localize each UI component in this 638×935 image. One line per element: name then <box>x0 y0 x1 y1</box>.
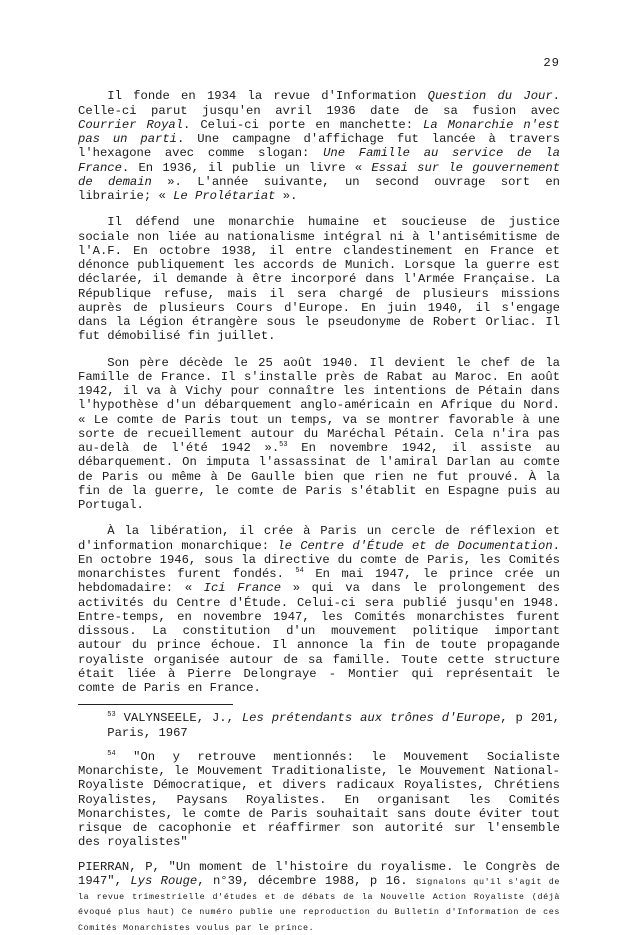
italic-text: Une Famille au service de la France <box>78 146 560 175</box>
italic-text: La Monarchie n'est pas un parti <box>78 117 560 146</box>
text-run: . Celle-ci parut jusqu'en avril 1936 date de sa fusion avec <box>78 89 560 118</box>
italic-text: Ici France <box>203 581 282 596</box>
paragraph <box>78 215 560 343</box>
italic-text: Les prétendants aux trônes d'Europe <box>241 711 501 726</box>
paragraph <box>78 356 560 513</box>
footnote-reference: 54 <box>107 749 116 758</box>
text-run: Il défend une monarchie humaine et soucieuse de justice sociale non liée au nationalisme intégral ni à l'antisémitisme de l'A.F. En octobre 1938, il entre clandestinement en France et dénonce publiquement les accords de Munich. Lorsque la guerre est déclarée, il demande à être incorporé dans l'Armée Française. La République refuse, mais il sera chargé de plusieurs missions auprès de plusieurs Cours d'Europe. En juin 1940, il s'engage dans la Légion étrangère sous le pseudonyme de Robert Orliac. Il fut démobilisé fin juillet. <box>78 215 560 344</box>
text-run: » qui va dans le prolongement des activités du Centre d'Étude. Celui-ci sera publié jusqu'en 1948. Entre-temps, en novembre 1947, les Comités monarchistes furent dissous. La constitution d'un mouvement politique important autour du prince échoue. Il annonce la fin de toute propagande royaliste organisée autour de sa famille. Toute cette structure était liée à Pierre Delongraye - Montier qui représentait le comte de Paris en France. <box>78 581 560 695</box>
italic-text: Essai sur le gouvernement de demain <box>78 160 561 189</box>
text-run: PIERRAN, P, "Un moment de l'histoire du royalisme. le Congrès de 1947", <box>78 859 560 888</box>
text-run: En novembre 1942, il assiste au débarquement. On imputa l'assassinat de l'amiral Darlan au comte de Paris ou même à De Gaulle bien que rien ne fut prouvé. À la fin de la guerre, le comte de Paris s'établit en Espagne puis au Portugal. <box>78 441 560 512</box>
italic-text: Question du Jour <box>427 89 553 104</box>
footnote-separator <box>78 704 233 705</box>
text-run: , p 201, Paris, 1967 <box>107 711 560 740</box>
paragraph <box>78 89 560 203</box>
page-number: 29 <box>543 56 560 70</box>
italic-text: Le Prolétariat <box>173 189 276 203</box>
text-run: À la libération, il crée à Paris un cercle de réflexion et d'information monarchique: <box>78 524 560 553</box>
text-run: , n°39, décembre 1988, p 16. <box>197 873 417 888</box>
footnote <box>78 711 560 740</box>
footnote-reference: 53 <box>279 440 288 449</box>
italic-text: Lys Rouge <box>130 873 198 888</box>
text-run: En mai 1947, le prince crée un hebdomadaire: « <box>78 567 560 596</box>
text-run: . En 1936, il publie un livre « <box>121 160 372 175</box>
text-run: Signalons qu'il s'agit de la revue trimestrielle d'études et de débats de la Nouvelle Action Royaliste (déjà évoqué plus haut) Ce numéro publie une reproduction du Bulletin d'Information de ces Comités Monarchistes voulus par le prince. <box>78 876 560 933</box>
text-run: Son père décède le 25 août 1940. Il devient le chef de la Famille de France. Il s'installe près de Rabat au Maroc. En août 1942, il va à Vichy pour connaître les intentions de Pétain dans l'hypothèse d'un débarquement anglo-américain en Afrique du Nord. « Le comte de Paris tout un temps, va se montrer favorable à une sorte de recueillement autour du Maréchal Pétain. Cela n'ira pas au-delà de l'été 1942 ». <box>78 355 560 455</box>
italic-text: Courrier Royal <box>78 117 184 132</box>
text-run: ». L'année suivante, un second ouvrage sort en librairie; « <box>78 174 560 203</box>
text-run: ». <box>275 189 298 203</box>
footnote-reference: 53 <box>107 711 116 720</box>
text-run: . En octobre 1946, sous la directive du comte de Paris, les Comités monarchistes furent fondés. <box>78 538 560 581</box>
footnote <box>78 750 560 850</box>
footnote-reference: 54 <box>295 566 304 575</box>
text-run: "On y retrouve mentionnés: le Mouvement Socialiste Monarchiste, le Mouvement Traditionaliste, le Mouvement National-Royaliste Démocratique, et divers radicaux Royalistes, Chrétiens Royalistes, Paysans Royalistes. En organisant les Comités Monarchistes, le comte de Paris souhaitait sans doute éviter tout risque de cacophonie et réaffirmer son autorité sur l'ensemble des royalistes" <box>78 749 560 850</box>
text-run: . Celui-ci porte en manchette: <box>183 117 424 132</box>
footnote <box>78 860 560 935</box>
paragraph <box>78 524 560 695</box>
footnotes <box>78 711 560 935</box>
text-run: . Une campagne d'affichage fut lancée à travers l'hexagone avec comme slogan: <box>78 132 560 161</box>
body-text <box>78 89 560 695</box>
text-run: Il fonde en 1934 la revue d'Information <box>107 89 428 104</box>
text-run: VALYNSEELE, J., <box>115 711 242 726</box>
italic-text: le Centre d'Étude et de Documentation <box>277 538 553 553</box>
